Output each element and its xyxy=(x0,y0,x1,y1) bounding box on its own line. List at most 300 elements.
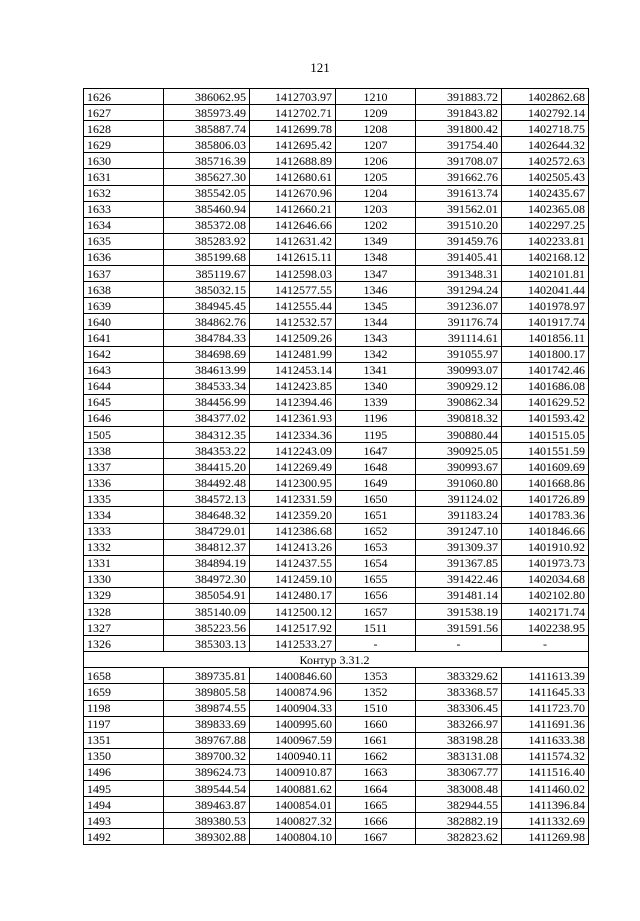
table-cell-x-right: 391538.19 xyxy=(416,604,502,620)
table-row xyxy=(84,426,589,442)
table-cell-x-right: 383329.62 xyxy=(416,668,502,684)
table-cell-x-left: 389874.55 xyxy=(164,700,250,716)
table-cell-y-right: 1401856.11 xyxy=(502,330,589,346)
table-row xyxy=(84,748,589,764)
table-cell-x-left: 384415.20 xyxy=(164,459,250,475)
table-cell-y-left: 1412300.95 xyxy=(250,475,336,491)
table-cell-y-left: 1412695.42 xyxy=(250,137,336,153)
table-cell-y-left: 1412555.44 xyxy=(250,298,336,314)
table-cell-point-id-right: 1196 xyxy=(336,410,416,426)
table-cell-y-left: 1412680.61 xyxy=(250,169,336,185)
table-cell-point-id-left: 1629 xyxy=(84,137,164,153)
table-cell-x-right: 383067.77 xyxy=(416,764,502,780)
table-cell-y-left: 1400846.60 xyxy=(250,668,336,684)
table-cell-y-right: 1411396.84 xyxy=(502,797,589,813)
table-cell-y-right: 1411691.36 xyxy=(502,716,589,732)
table-cell-point-id-left: 1338 xyxy=(84,443,164,459)
table-cell-y-right: 1402102.80 xyxy=(502,587,589,603)
table-cell-point-id-right: 1344 xyxy=(336,314,416,330)
table-cell-x-right: 391405.41 xyxy=(416,249,502,265)
table-cell-y-left: 1412670.96 xyxy=(250,185,336,201)
table-cell-x-left: 384353.22 xyxy=(164,443,250,459)
table-cell-x-right: 382823.62 xyxy=(416,829,502,845)
table-cell-x-left: 389805.58 xyxy=(164,684,250,700)
table-row xyxy=(84,587,589,603)
table-cell-point-id-right: 1339 xyxy=(336,394,416,410)
table-row xyxy=(84,153,589,169)
table-cell-x-left: 385806.03 xyxy=(164,137,250,153)
table-cell-y-left: 1412509.26 xyxy=(250,330,336,346)
table-cell-x-right: 391662.76 xyxy=(416,169,502,185)
table-cell-point-id-left: 1634 xyxy=(84,217,164,233)
table-cell-point-id-right: 1347 xyxy=(336,266,416,282)
table-cell-point-id-left: 1336 xyxy=(84,475,164,491)
table-row xyxy=(84,716,589,732)
table-cell-x-left: 384572.13 xyxy=(164,491,250,507)
table-cell-x-right: 383306.45 xyxy=(416,700,502,716)
table-row xyxy=(84,185,589,201)
table-cell-y-right: 1402101.81 xyxy=(502,266,589,282)
table-cell-point-id-right: - xyxy=(336,636,416,652)
table-cell-y-left: 1400904.33 xyxy=(250,700,336,716)
table-cell-x-left: 385283.92 xyxy=(164,233,250,249)
table-cell-y-left: 1412453.14 xyxy=(250,362,336,378)
table-row xyxy=(84,604,589,620)
table-cell-y-left: 1412480.17 xyxy=(250,587,336,603)
table-cell-y-right: 1401973.73 xyxy=(502,555,589,571)
table-cell-x-right: 391481.14 xyxy=(416,587,502,603)
table-cell-point-id-left: 1496 xyxy=(84,764,164,780)
table-row xyxy=(84,539,589,555)
table-cell-x-right: 383198.28 xyxy=(416,732,502,748)
table-cell-point-id-right: 1346 xyxy=(336,282,416,298)
table-cell-point-id-left: 1331 xyxy=(84,555,164,571)
table-cell-point-id-left: 1631 xyxy=(84,169,164,185)
table-cell-point-id-left: 1638 xyxy=(84,282,164,298)
table-cell-point-id-right: 1661 xyxy=(336,732,416,748)
table-cell-y-left: 1400967.59 xyxy=(250,732,336,748)
table-cell-point-id-left: 1326 xyxy=(84,636,164,652)
table-cell-point-id-left: 1332 xyxy=(84,539,164,555)
table-cell-point-id-right: 1510 xyxy=(336,700,416,716)
table-cell-x-left: 385973.49 xyxy=(164,105,250,121)
table-cell-point-id-right: 1650 xyxy=(336,491,416,507)
table-cell-point-id-right: 1653 xyxy=(336,539,416,555)
table-cell-point-id-left: 1628 xyxy=(84,121,164,137)
table-cell-point-id-left: 1659 xyxy=(84,684,164,700)
table-cell-x-right: 391510.20 xyxy=(416,217,502,233)
table-cell-x-right: 390862.34 xyxy=(416,394,502,410)
table-cell-x-right: 391708.07 xyxy=(416,153,502,169)
table-cell-y-right: 1401551.59 xyxy=(502,443,589,459)
table-cell-y-left: 1400995.60 xyxy=(250,716,336,732)
table-cell-x-left: 384945.45 xyxy=(164,298,250,314)
table-cell-x-right: 391613.74 xyxy=(416,185,502,201)
table-cell-y-left: 1412331.59 xyxy=(250,491,336,507)
table-cell-point-id-left: 1630 xyxy=(84,153,164,169)
table-cell-y-left: 1412646.66 xyxy=(250,217,336,233)
table-cell-point-id-left: 1505 xyxy=(84,426,164,442)
table-cell-point-id-right: 1204 xyxy=(336,185,416,201)
table-row xyxy=(84,829,589,845)
table-cell-point-id-left: 1627 xyxy=(84,105,164,121)
table-cell-point-id-right: 1651 xyxy=(336,507,416,523)
table-row xyxy=(84,684,589,700)
table-cell-y-right: 1402233.81 xyxy=(502,233,589,249)
table-cell-point-id-right: 1663 xyxy=(336,764,416,780)
table-cell-x-left: 384862.76 xyxy=(164,314,250,330)
table-row xyxy=(84,89,589,105)
table-row xyxy=(84,217,589,233)
table-row xyxy=(84,330,589,346)
table-cell-point-id-right: 1657 xyxy=(336,604,416,620)
table-cell-point-id-right: 1349 xyxy=(336,233,416,249)
table-cell-x-right: 383368.57 xyxy=(416,684,502,700)
table-row xyxy=(84,620,589,636)
table-cell-y-right: 1401800.17 xyxy=(502,346,589,362)
table-cell-x-right: 391114.61 xyxy=(416,330,502,346)
table-cell-x-left: 385627.30 xyxy=(164,169,250,185)
table-row xyxy=(84,700,589,716)
table-row xyxy=(84,137,589,153)
table-cell-x-right: 382882.19 xyxy=(416,813,502,829)
table-cell-y-right: 1401917.74 xyxy=(502,314,589,330)
table-cell-point-id-left: 1642 xyxy=(84,346,164,362)
table-row xyxy=(84,249,589,265)
table-cell-y-right: 1411574.32 xyxy=(502,748,589,764)
table-cell-point-id-right: 1665 xyxy=(336,797,416,813)
table-row xyxy=(84,282,589,298)
table-cell-point-id-left: 1639 xyxy=(84,298,164,314)
table-cell-x-left: 384648.32 xyxy=(164,507,250,523)
table-cell-point-id-left: 1494 xyxy=(84,797,164,813)
table-cell-y-left: 1400874.96 xyxy=(250,684,336,700)
table-cell-point-id-left: 1493 xyxy=(84,813,164,829)
table-cell-y-left: 1412598.03 xyxy=(250,266,336,282)
table-cell-point-id-left: 1632 xyxy=(84,185,164,201)
table-cell-y-left: 1412413.26 xyxy=(250,539,336,555)
table-cell-x-left: 384698.69 xyxy=(164,346,250,362)
table-cell-y-right: 1401686.08 xyxy=(502,378,589,394)
table-row xyxy=(84,764,589,780)
table-cell-x-left: 389624.73 xyxy=(164,764,250,780)
table-cell-point-id-right: 1345 xyxy=(336,298,416,314)
table-cell-x-left: 385054.91 xyxy=(164,587,250,603)
table-cell-y-right: 1411645.33 xyxy=(502,684,589,700)
table-cell-point-id-left: 1626 xyxy=(84,89,164,105)
table-row xyxy=(84,266,589,282)
table-cell-y-right: 1411723.70 xyxy=(502,700,589,716)
table-cell-x-left: 385140.09 xyxy=(164,604,250,620)
table-cell-y-left: 1412459.10 xyxy=(250,571,336,587)
table-cell-x-right: 391367.85 xyxy=(416,555,502,571)
table-cell-y-right: 1401742.46 xyxy=(502,362,589,378)
table-cell-y-left: 1412577.55 xyxy=(250,282,336,298)
table-cell-y-right: 1402572.63 xyxy=(502,153,589,169)
table-cell-y-left: 1412481.99 xyxy=(250,346,336,362)
table-cell-x-left: 389463.87 xyxy=(164,797,250,813)
table-cell-y-right: 1402297.25 xyxy=(502,217,589,233)
table-cell-x-left: 385032.15 xyxy=(164,282,250,298)
table-cell-y-right: 1401668.86 xyxy=(502,475,589,491)
table-cell-x-left: 384894.19 xyxy=(164,555,250,571)
table-cell-y-left: 1412533.27 xyxy=(250,636,336,652)
table-cell-point-id-left: 1330 xyxy=(84,571,164,587)
table-cell-y-left: 1400827.32 xyxy=(250,813,336,829)
table-row xyxy=(84,298,589,314)
table-row xyxy=(84,201,589,217)
table-cell-x-left: 389767.88 xyxy=(164,732,250,748)
table-cell-point-id-left: 1640 xyxy=(84,314,164,330)
table-cell-y-right: 1401515.05 xyxy=(502,426,589,442)
table-row xyxy=(84,475,589,491)
table-cell-x-right: - xyxy=(416,636,502,652)
table-cell-x-left: 384972.30 xyxy=(164,571,250,587)
table-cell-y-right: 1411516.40 xyxy=(502,764,589,780)
table-cell-x-left: 384533.34 xyxy=(164,378,250,394)
table-cell-point-id-right: 1648 xyxy=(336,459,416,475)
table-cell-y-left: 1412699.78 xyxy=(250,121,336,137)
table-cell-point-id-right: 1207 xyxy=(336,137,416,153)
table-cell-x-left: 389380.53 xyxy=(164,813,250,829)
table-cell-x-left: 384812.37 xyxy=(164,539,250,555)
table-cell-x-right: 391562.01 xyxy=(416,201,502,217)
table-cell-y-right: 1411613.39 xyxy=(502,668,589,684)
table-cell-point-id-left: 1641 xyxy=(84,330,164,346)
table-cell-point-id-right: 1209 xyxy=(336,105,416,121)
table-cell-x-left: 389544.54 xyxy=(164,781,250,797)
table-cell-x-left: 385372.08 xyxy=(164,217,250,233)
table-cell-x-left: 385542.05 xyxy=(164,185,250,201)
table-cell-x-right: 391247.10 xyxy=(416,523,502,539)
table-cell-y-left: 1412688.89 xyxy=(250,153,336,169)
table-cell-y-left: 1412269.49 xyxy=(250,459,336,475)
table-cell-point-id-right: 1205 xyxy=(336,169,416,185)
table-cell-y-right: 1411460.02 xyxy=(502,781,589,797)
table-cell-point-id-right: 1511 xyxy=(336,620,416,636)
section-title: Контур 3.31.2 xyxy=(84,652,589,668)
table-cell-y-right: 1402041.44 xyxy=(502,282,589,298)
table-row xyxy=(84,105,589,121)
table-row xyxy=(84,459,589,475)
table-cell-x-left: 385716.39 xyxy=(164,153,250,169)
table-cell-y-left: 1412702.71 xyxy=(250,105,336,121)
table-cell-y-left: 1412361.93 xyxy=(250,410,336,426)
table-cell-point-id-left: 1197 xyxy=(84,716,164,732)
table-cell-y-right: 1401910.92 xyxy=(502,539,589,555)
table-cell-point-id-left: 1637 xyxy=(84,266,164,282)
table-cell-point-id-left: 1635 xyxy=(84,233,164,249)
table-row xyxy=(84,555,589,571)
table-cell-point-id-right: 1340 xyxy=(336,378,416,394)
table-cell-point-id-left: 1495 xyxy=(84,781,164,797)
table-cell-y-right: 1401783.36 xyxy=(502,507,589,523)
table-cell-x-right: 382944.55 xyxy=(416,797,502,813)
table-cell-x-right: 391754.40 xyxy=(416,137,502,153)
table-cell-x-left: 384492.48 xyxy=(164,475,250,491)
table-cell-y-right: 1402171.74 xyxy=(502,604,589,620)
table-cell-y-left: 1400854.01 xyxy=(250,797,336,813)
table-cell-point-id-right: 1654 xyxy=(336,555,416,571)
table-cell-point-id-right: 1341 xyxy=(336,362,416,378)
table-row xyxy=(84,523,589,539)
table-row xyxy=(84,491,589,507)
table-row xyxy=(84,121,589,137)
table-cell-x-right: 383008.48 xyxy=(416,781,502,797)
table-cell-x-left: 385887.74 xyxy=(164,121,250,137)
table-cell-point-id-left: 1644 xyxy=(84,378,164,394)
table-cell-y-right: 1402238.95 xyxy=(502,620,589,636)
table-row xyxy=(84,378,589,394)
table-cell-point-id-left: 1327 xyxy=(84,620,164,636)
table-cell-point-id-left: 1350 xyxy=(84,748,164,764)
table-cell-point-id-right: 1660 xyxy=(336,716,416,732)
table-cell-point-id-right: 1655 xyxy=(336,571,416,587)
table-cell-x-right: 391591.56 xyxy=(416,620,502,636)
table-cell-x-left: 389700.32 xyxy=(164,748,250,764)
table-cell-x-left: 384377.02 xyxy=(164,410,250,426)
table-cell-point-id-right: 1652 xyxy=(336,523,416,539)
table-cell-x-left: 389735.81 xyxy=(164,668,250,684)
table-cell-x-left: 384729.01 xyxy=(164,523,250,539)
table-cell-y-left: 1400910.87 xyxy=(250,764,336,780)
table-cell-y-left: 1412703.97 xyxy=(250,89,336,105)
table-cell-point-id-right: 1348 xyxy=(336,249,416,265)
table-cell-x-right: 390929.12 xyxy=(416,378,502,394)
table-cell-x-left: 385199.68 xyxy=(164,249,250,265)
table-cell-y-left: 1412517.92 xyxy=(250,620,336,636)
table-cell-y-right: 1402168.12 xyxy=(502,249,589,265)
table-cell-point-id-left: 1335 xyxy=(84,491,164,507)
table-cell-point-id-right: 1342 xyxy=(336,346,416,362)
table-cell-x-right: 383131.08 xyxy=(416,748,502,764)
table-row xyxy=(84,169,589,185)
section-header-row xyxy=(84,652,589,668)
table-cell-x-right: 390818.32 xyxy=(416,410,502,426)
table-cell-x-right: 391176.74 xyxy=(416,314,502,330)
table-cell-x-left: 386062.95 xyxy=(164,89,250,105)
table-cell-x-left: 384613.99 xyxy=(164,362,250,378)
table-cell-point-id-right: 1202 xyxy=(336,217,416,233)
table-cell-x-left: 385303.13 xyxy=(164,636,250,652)
table-cell-y-right: 1401846.66 xyxy=(502,523,589,539)
table-cell-x-right: 391422.46 xyxy=(416,571,502,587)
table-cell-x-left: 389302.88 xyxy=(164,829,250,845)
table-cell-x-right: 391800.42 xyxy=(416,121,502,137)
table-row xyxy=(84,781,589,797)
table-row xyxy=(84,394,589,410)
table-row xyxy=(84,443,589,459)
table-cell-point-id-left: 1329 xyxy=(84,587,164,603)
table-cell-point-id-left: 1658 xyxy=(84,668,164,684)
table-cell-y-right: 1402718.75 xyxy=(502,121,589,137)
table-cell-x-right: 391294.24 xyxy=(416,282,502,298)
table-cell-point-id-right: 1210 xyxy=(336,89,416,105)
table-cell-y-left: 1400940.11 xyxy=(250,748,336,764)
table-cell-y-right: 1401609.69 xyxy=(502,459,589,475)
table-row xyxy=(84,507,589,523)
table-cell-x-right: 391843.82 xyxy=(416,105,502,121)
table-cell-x-right: 391055.97 xyxy=(416,346,502,362)
table-cell-y-left: 1412660.21 xyxy=(250,201,336,217)
table-cell-point-id-left: 1492 xyxy=(84,829,164,845)
table-cell-y-right: 1402435.67 xyxy=(502,185,589,201)
table-cell-point-id-left: 1334 xyxy=(84,507,164,523)
table-cell-point-id-left: 1645 xyxy=(84,394,164,410)
table-cell-point-id-left: 1328 xyxy=(84,604,164,620)
table-cell-x-right: 391459.76 xyxy=(416,233,502,249)
table-cell-point-id-right: 1208 xyxy=(336,121,416,137)
table-cell-point-id-left: 1646 xyxy=(84,410,164,426)
table-cell-x-right: 390993.67 xyxy=(416,459,502,475)
table-cell-y-left: 1412386.68 xyxy=(250,523,336,539)
table-row xyxy=(84,571,589,587)
table-cell-x-right: 390925.05 xyxy=(416,443,502,459)
table-cell-y-left: 1412532.57 xyxy=(250,314,336,330)
table-cell-x-left: 389833.69 xyxy=(164,716,250,732)
table-cell-y-right: 1402505.43 xyxy=(502,169,589,185)
table-cell-point-id-left: 1198 xyxy=(84,700,164,716)
table-cell-y-right: 1411633.38 xyxy=(502,732,589,748)
table-cell-y-right: 1411269.98 xyxy=(502,829,589,845)
table-cell-point-id-right: 1667 xyxy=(336,829,416,845)
table-cell-y-right: 1402792.14 xyxy=(502,105,589,121)
table-cell-y-right: 1401978.97 xyxy=(502,298,589,314)
table-cell-y-left: 1400804.10 xyxy=(250,829,336,845)
table-cell-x-right: 391236.07 xyxy=(416,298,502,314)
table-cell-x-right: 391183.24 xyxy=(416,507,502,523)
table-cell-x-left: 385223.56 xyxy=(164,620,250,636)
table-cell-y-left: 1412334.36 xyxy=(250,426,336,442)
table-cell-point-id-left: 1643 xyxy=(84,362,164,378)
table-cell-point-id-left: 1351 xyxy=(84,732,164,748)
table-cell-point-id-right: 1195 xyxy=(336,426,416,442)
table-cell-y-left: 1400881.62 xyxy=(250,781,336,797)
table-cell-y-right: 1401629.52 xyxy=(502,394,589,410)
table-cell-x-right: 383266.97 xyxy=(416,716,502,732)
table-cell-point-id-right: 1664 xyxy=(336,781,416,797)
table-row xyxy=(84,797,589,813)
table-cell-point-id-right: 1353 xyxy=(336,668,416,684)
table-cell-point-id-right: 1343 xyxy=(336,330,416,346)
table-cell-point-id-left: 1333 xyxy=(84,523,164,539)
table-cell-y-left: 1412615.11 xyxy=(250,249,336,265)
table-cell-y-left: 1412394.46 xyxy=(250,394,336,410)
table-cell-point-id-right: 1352 xyxy=(336,684,416,700)
table-cell-x-right: 391124.02 xyxy=(416,491,502,507)
table-cell-y-right: 1411332.69 xyxy=(502,813,589,829)
coordinates-table xyxy=(83,88,589,845)
table-cell-y-right: 1402034.68 xyxy=(502,571,589,587)
table-row xyxy=(84,314,589,330)
page-number: 121 xyxy=(310,60,330,75)
table-cell-y-left: 1412437.55 xyxy=(250,555,336,571)
table-row xyxy=(84,668,589,684)
table-cell-x-left: 384312.35 xyxy=(164,426,250,442)
table-cell-y-left: 1412423.85 xyxy=(250,378,336,394)
table-cell-point-id-right: 1666 xyxy=(336,813,416,829)
table-cell-point-id-left: 1337 xyxy=(84,459,164,475)
table-cell-y-right: 1401726.89 xyxy=(502,491,589,507)
table-cell-y-right: 1401593.42 xyxy=(502,410,589,426)
table-cell-x-right: 390880.44 xyxy=(416,426,502,442)
table-cell-y-right: 1402365.08 xyxy=(502,201,589,217)
table-cell-point-id-right: 1203 xyxy=(336,201,416,217)
table-cell-point-id-right: 1649 xyxy=(336,475,416,491)
table-cell-point-id-left: 1633 xyxy=(84,201,164,217)
table-row xyxy=(84,410,589,426)
table-cell-x-left: 384784.33 xyxy=(164,330,250,346)
